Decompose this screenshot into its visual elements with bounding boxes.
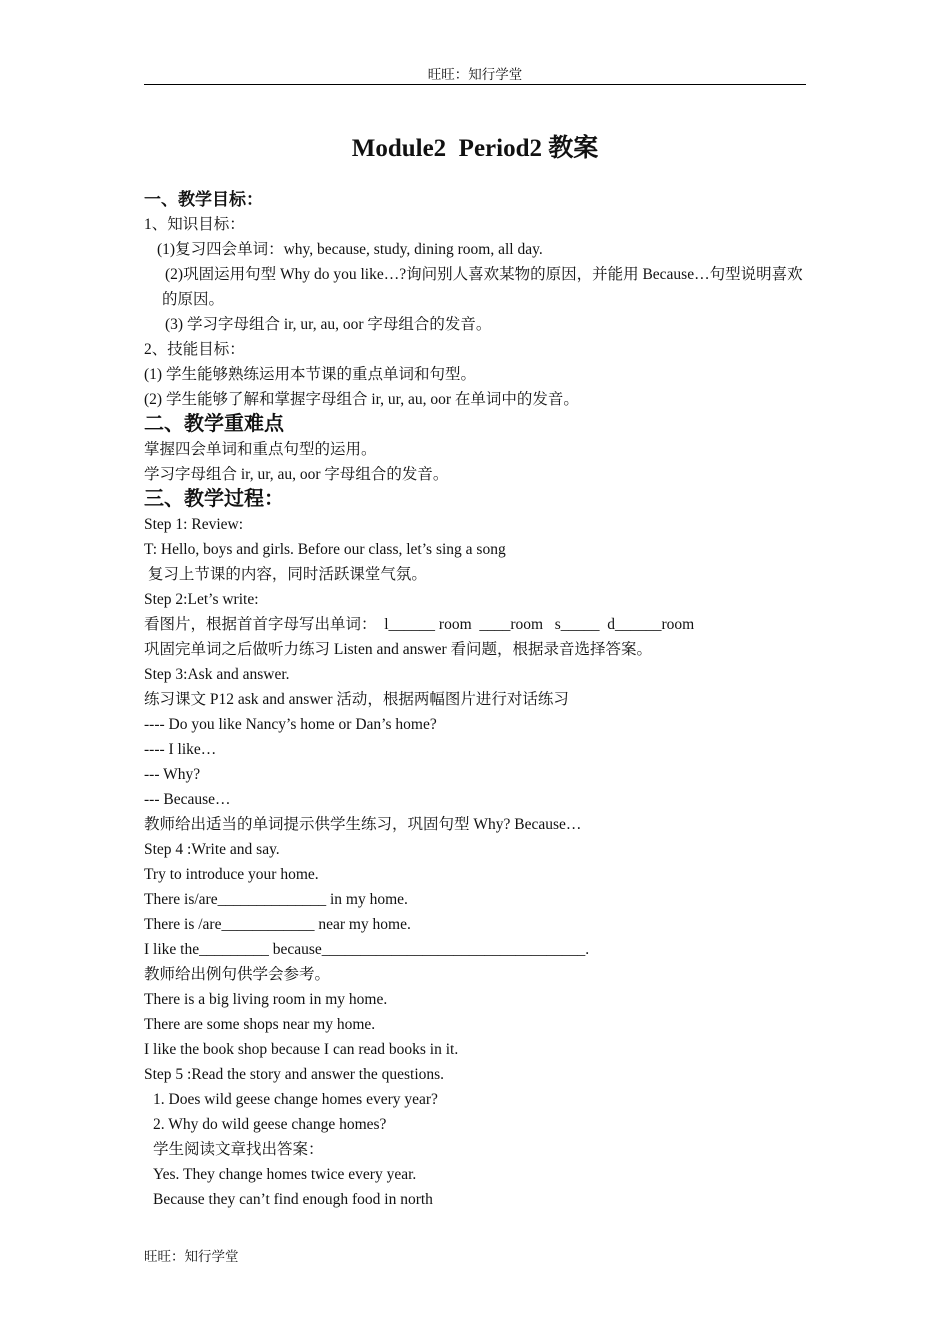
process-line: ---- I like… xyxy=(144,741,217,758)
process-line: 2. Why do wild geese change homes? xyxy=(153,1116,387,1133)
key-point-2: 学习字母组合 ir, ur, au, oor 字母组合的发音。 xyxy=(144,466,449,483)
process-line: 教师给出适当的单词提示供学生练习，巩固句型 Why? Because… xyxy=(144,816,582,833)
process-line: Step 5 :Read the story and answer the questions. xyxy=(144,1066,445,1083)
section-heading-key-points: 二、教学重难点 xyxy=(144,413,284,435)
process-line: 教师给出例句供学会参考。 xyxy=(144,966,331,983)
process-line: 1. Does wild geese change homes every year? xyxy=(153,1091,438,1108)
process-line: T: Hello, boys and girls. Before our class, let’s sing a song xyxy=(144,541,506,558)
subheading-knowledge: 1、知识目标： xyxy=(144,216,245,233)
process-line: There is a big living room in my home. xyxy=(144,991,388,1008)
document-body xyxy=(144,187,814,1212)
process-line: --- Because… xyxy=(144,791,231,808)
section-heading-process: 三、教学过程： xyxy=(144,488,284,510)
process-line: ---- Do you like Nancy’s home or Dan’s home? xyxy=(144,716,437,733)
knowledge-item-1: (1)复习四会单词：why, because, study, dining room, all day. xyxy=(157,241,543,258)
process-line: 巩固完单词之后做听力练习 Listen and answer 看问题，根据录音选择答案。 xyxy=(144,641,653,658)
process-line: Because they can’t find enough food in north xyxy=(153,1191,433,1208)
process-line: Try to introduce your home. xyxy=(144,866,319,883)
skill-item-1: (1) 学生能够熟练运用本节课的重点单词和句型。 xyxy=(144,366,476,383)
process-line: I like the_________ because__________________________________. xyxy=(144,941,590,958)
process-line: There are some shops near my home. xyxy=(144,1016,376,1033)
knowledge-item-3: (3) 学习字母组合 ir, ur, au, oor 字母组合的发音。 xyxy=(165,316,492,333)
process-line: --- Why? xyxy=(144,766,201,783)
section-heading-objectives: 一、教学目标： xyxy=(144,190,263,209)
process-line: 学生阅读文章找出答案： xyxy=(153,1141,324,1158)
process-line: There is /are____________ near my home. xyxy=(144,916,411,933)
process-line: I like the book shop because I can read books in it. xyxy=(144,1041,459,1058)
page-header: 旺旺：知行学堂 xyxy=(144,66,806,85)
document-title: Module2 Period2 教案 xyxy=(351,135,599,162)
process-line: 看图片，根据首首字母写出单词： l______ room ____room s_____ d______room xyxy=(144,616,695,633)
knowledge-item-2: (2)巩固运用句型 Why do you like…?询问别人喜欢某物的原因，并能用 Because…句型说明喜欢的原因。 xyxy=(162,266,803,308)
skill-item-2: (2) 学生能够了解和掌握字母组合 ir, ur, au, oor 在单词中的发音。 xyxy=(144,391,579,408)
process-line: 复习上节课的内容，同时活跃课堂气氛。 xyxy=(144,566,427,583)
process-line: Yes. They change homes twice every year. xyxy=(153,1166,417,1183)
process-line: Step 4 :Write and say. xyxy=(144,841,280,858)
process-line: Step 1: Review: xyxy=(144,516,244,533)
page-footer: 旺旺：知行学堂 xyxy=(144,1249,239,1264)
process-line: 练习课文 P12 ask and answer 活动，根据两幅图片进行对话练习 xyxy=(144,691,569,708)
key-point-1: 掌握四会单词和重点句型的运用。 xyxy=(144,441,377,458)
process-line: Step 2:Let’s write: xyxy=(144,591,259,608)
process-line: There is/are______________ in my home. xyxy=(144,891,408,908)
process-line: Step 3:Ask and answer. xyxy=(144,666,290,683)
subheading-skills: 2、技能目标： xyxy=(144,341,245,358)
